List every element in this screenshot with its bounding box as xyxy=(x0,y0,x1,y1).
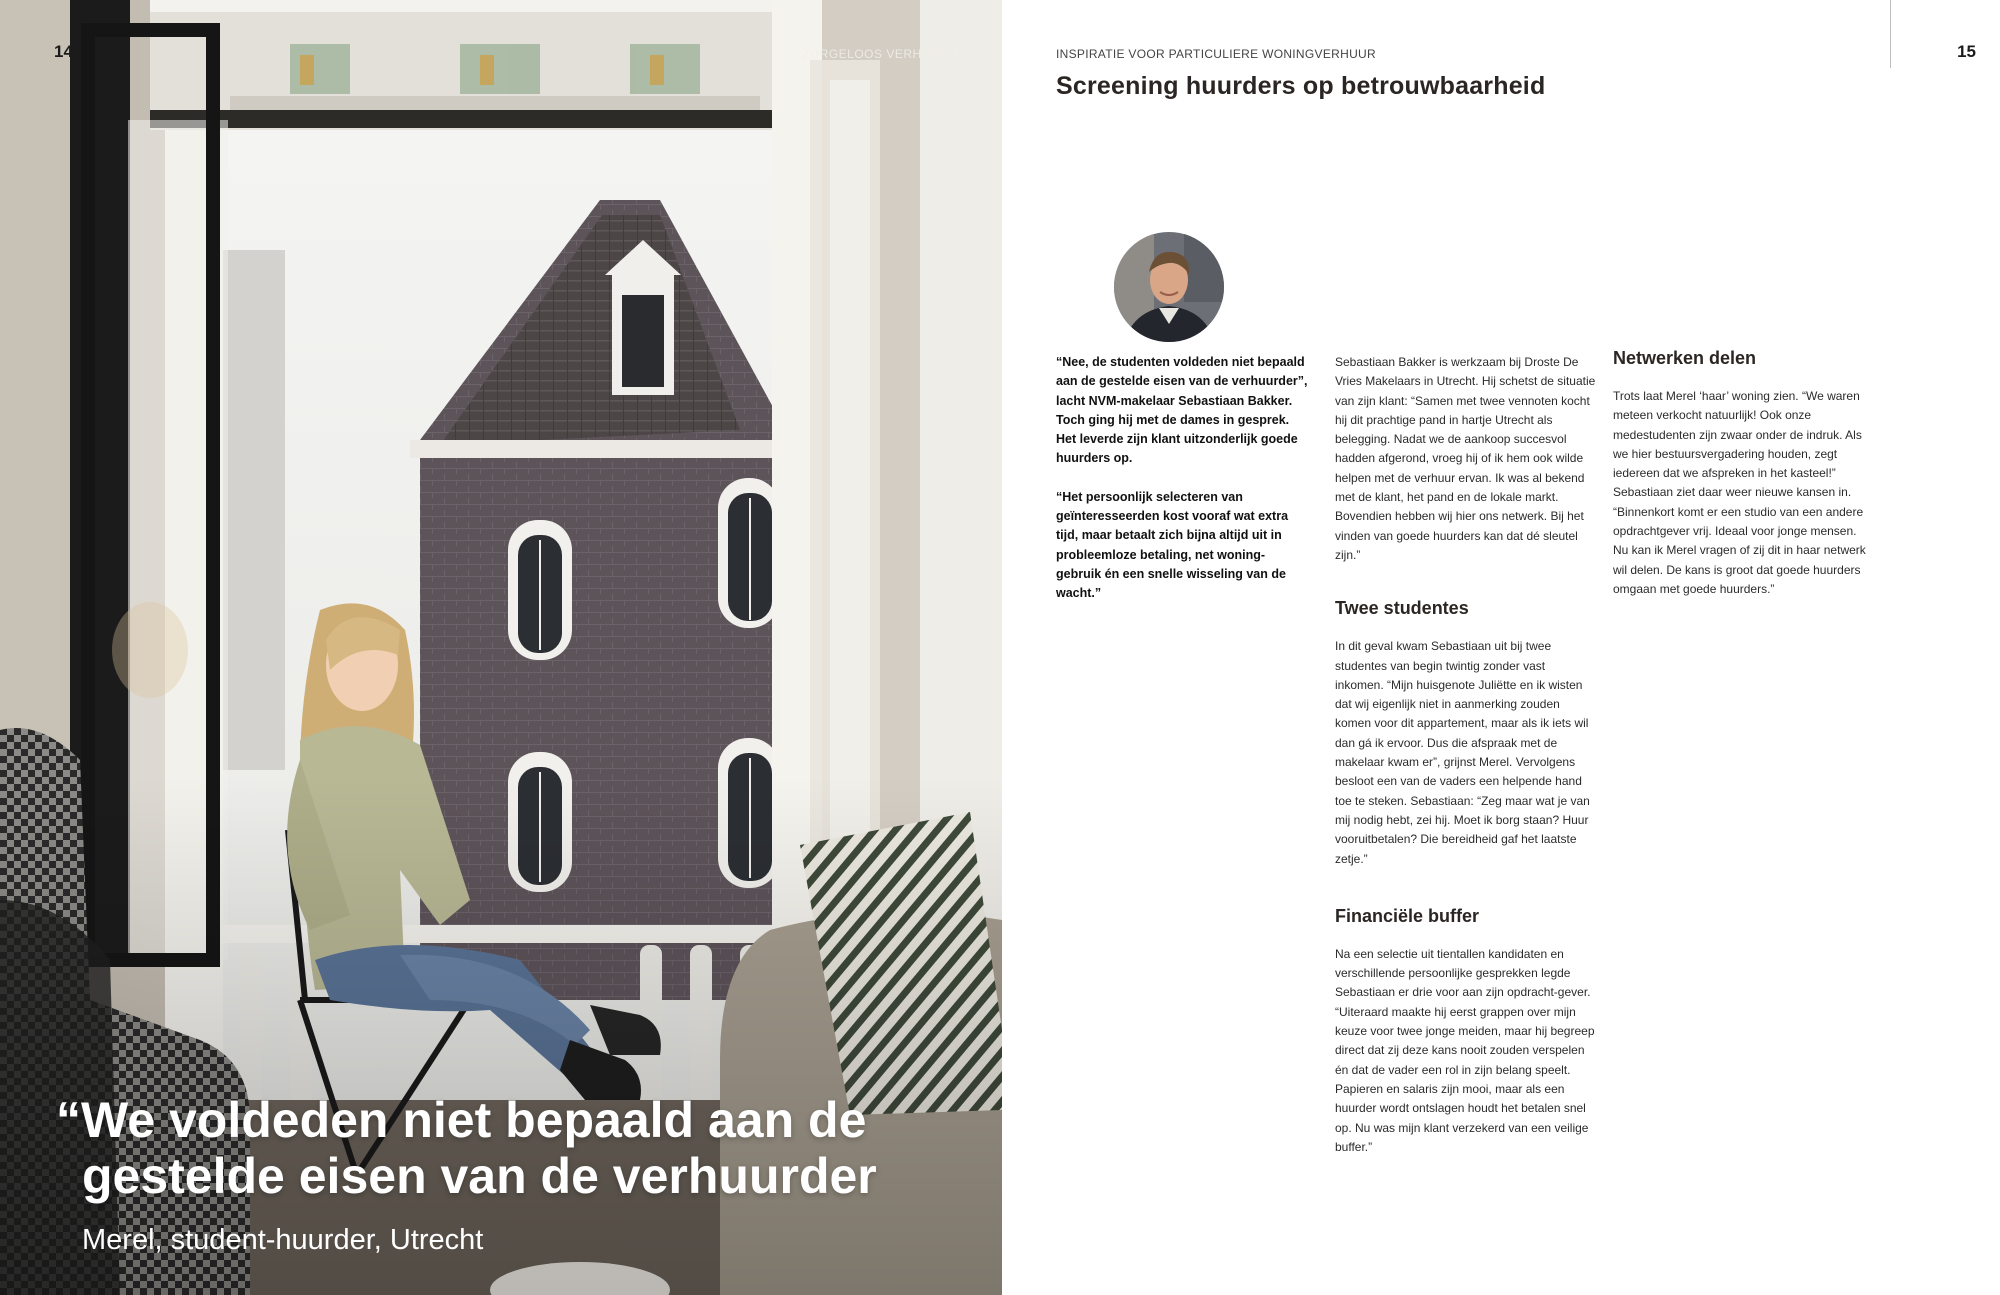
pull-quote xyxy=(56,1092,956,1204)
body-column xyxy=(1613,348,1875,599)
section-heading: Netwerken delen xyxy=(1613,348,1757,368)
body-paragraph: Na een selectie uit tientallen kandidaten en verschillende persoonlijke gesprekken legde Sebastiaan er drie voor aan zijn opdracht-gever. “Uiteraard maakte hij eerst grappen over mijn keuze voor twee jonge meiden, maar hij begreep direct dat zij deze kans nooit zouden verspelen én dat de vader een rol in zijn belang speelt. Papieren en salaris zijn mooi, maar als een huurder wordt ontslagen houdt het betalen snel op. Nu was mijn klant verzekerd van een veilige buffer.” xyxy=(1335,946,1595,1154)
intro-column xyxy=(1056,353,1308,604)
body-paragraph: Trots laat Merel ‘haar’ woning zien. “We waren meteen verkocht natuurlijk! Ook onze medestudenten zijn zwaar onder de indruk. Als we hier bestuursvergadering houden, zegt iedereen dat we afspreken in het kasteel!” Sebastiaan ziet daar weer nieuwe kansen in. “Binnenkort komt er een studio van een andere opdrachtgever vrij. Ideaal voor jonge mensen. Nu kan ik Merel vragen of zij dit in haar netwerk wil delen. De kans is groot dat goede huurders omgaan met goede huurders.” xyxy=(1613,389,1866,596)
page-number: 15 xyxy=(1957,42,1976,61)
section-heading: Financiële buffer xyxy=(1335,905,1480,926)
quote-credit: Merel, student-huurder, Utrecht xyxy=(82,1224,484,1256)
running-header: INSPIRATIE VOOR PARTICULIERE WONINGVERHUUR xyxy=(1056,47,1376,61)
intro-paragraph: “Nee, de studenten voldeden niet bepaald aan de gestelde eisen van de verhuurder”, lacht NVM-makelaar Sebastiaan Bakker. Toch ging hij met de dames in gesprek. Het leverde zijn klant uitzonderlijk goede huurders op. xyxy=(1056,355,1308,466)
agent-portrait-image xyxy=(1114,232,1224,342)
intro-paragraph: “Het persoonlijk selecteren van geïnteresseerden kost vooraf wat extra tijd, maar betaalt zich bijna altijd uit in probleemloze betaling, net woning-gebruik én een snelle wisseling van de wacht.” xyxy=(1056,489,1289,601)
body-paragraph: In dit geval kwam Sebastiaan uit bij twee studentes van begin twintig zonder vast inkomen. “Mijn huisgenote Juliëtte en ik wisten dat wij eigenlijk niet in aanmerking zouden komen voor dit appartement, maar als ik iets wil dan gá ik ervoor. Dus die afspraak met de makelaar kwam er”, grijnst Merel. Vervolgens besloot een van de vaders een helpende hand toe te steken. Sebastiaan: “Zeg maar wat je van mij nodig hebt, zei hij. Moet ik borg staan? Huur vooruitbetalen? Die bereidheid gaf het laatste zetje.” xyxy=(1335,639,1590,866)
right-page xyxy=(1002,0,2000,1295)
pull-quote-line: “We voldeden niet bepaald aan de xyxy=(56,1092,867,1148)
article-title: Screening huurders op betrouwbaarheid xyxy=(1056,72,1546,100)
body-paragraph: Sebastiaan Bakker is werkzaam bij Droste De Vries Makelaars in Utrecht. Hij schetst de situatie van zijn klant: “Samen met twee vennoten kocht hij dit prachtige pand in hartje Utrecht als belegging. Nadat we de aankoop succesvol hadden afgerond, vroeg hij of ik hem ook wilde helpen met de verhuur ervan. Ik was al bekend met de klant, het pand en de lokale markt. Bovendien hebben wij hier ons netwerk. Bij het vinden van goede huurders kan dat dé sleutel zijn.” xyxy=(1335,355,1596,562)
section-heading: Twee studentes xyxy=(1335,598,1469,619)
running-header: ZORGELOOS VERHUREN xyxy=(802,47,958,61)
pull-quote-line: gestelde eisen van de verhuurder xyxy=(82,1148,877,1204)
page-number: 14 xyxy=(54,42,73,61)
page-edge-divider xyxy=(1890,0,1891,68)
body-column xyxy=(1335,353,1597,1157)
avatar xyxy=(1114,232,1224,342)
